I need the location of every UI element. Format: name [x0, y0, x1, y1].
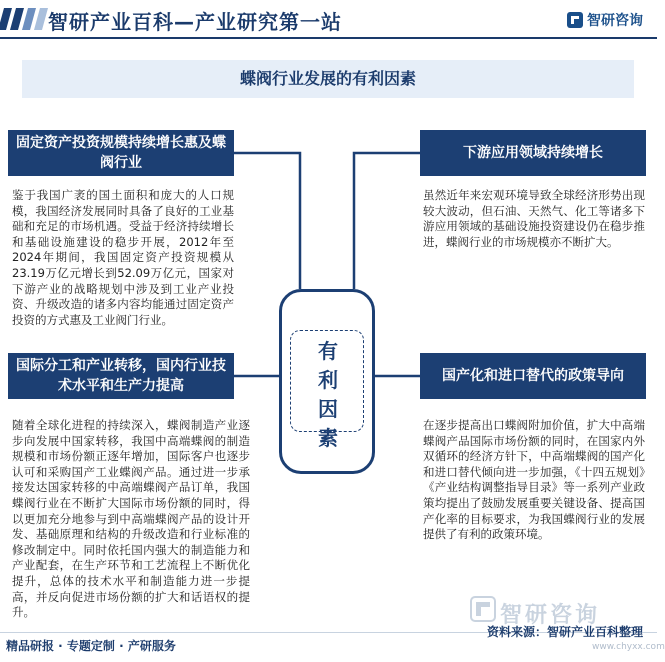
- factor-body-1: 鉴于我国广袤的国土面积和庞大的人口规模，我国经济发展同时具备了良好的工业基础和充足的市场机遇。受益于经济持续增长和基础设施建设的稳步开展，2012年至2024年期间，我国固定资产投资规模从23.19万亿元增长到52.09万亿元，国家对下游产业的战略规划中涉及到工业产业投资、升级改造的诸多内容均能通过固定资产投资的方式惠及工业阀门行业。: [12, 188, 234, 327]
- brand-name: 智研咨询: [587, 13, 643, 29]
- stripes-icon: [0, 8, 44, 30]
- page-title: 蝶阀行业发展的有利因素: [239, 69, 416, 88]
- header-divider: [0, 37, 657, 39]
- factor-heading-4: [420, 353, 646, 399]
- center-pill: [279, 289, 375, 474]
- factor-heading-2-text: 下游应用领域持续增长: [463, 145, 603, 161]
- brand[interactable]: [567, 10, 643, 30]
- factor-heading-1-text: 固定资产投资规模持续增长惠及蝶阀行业: [16, 135, 226, 171]
- top-bar: [0, 0, 657, 38]
- title-banner: [22, 60, 634, 98]
- center-char-3: 因: [318, 397, 338, 421]
- factor-heading-1: [8, 130, 234, 176]
- center-char-4: 素: [318, 426, 338, 450]
- center-label: [291, 337, 365, 453]
- center-char-2: 利: [318, 368, 338, 392]
- watermark-url: www.chyxx.com: [592, 642, 665, 652]
- footer-services: 精品研报 · 专题定制 · 产研服务: [6, 639, 176, 653]
- watermark-logo-icon: [470, 596, 496, 622]
- factor-heading-3-text: 国际分工和产业转移，国内行业技术水平和生产力提高: [16, 358, 226, 394]
- watermark-text: 智研咨询: [500, 603, 601, 628]
- factor-heading-2: [420, 130, 646, 176]
- site-title: 智研产业百科—产业研究第一站: [48, 10, 342, 34]
- factor-body-3: 随着全球化进程的持续深入，蝶阀制造产业逐步向发展中国家转移，我国中高端蝶阀的制造规模和市场份额正逐年增加，国际客户也逐步认可和采购国产工业蝶阀产品。通过进一步承接发达国家转移的中高端蝶阀产品订单，我国蝶阀行业在不断扩大国际市场份额的同时，得以更加充分地参与到中高端蝶阀产品的设计开发、基础原理和结构的升级改造和行业标准的修改制定中。同时依托国内强大的制造能力和产业配套，在生产环节和工艺流程上不断优化提升，总体的技术水平和制造能力进一步提高，并反向促进市场份额的扩大和话语权的提升。: [12, 418, 250, 620]
- factor-body-2: 虽然近年来宏观环境导致全球经济形势出现较大波动，但石油、天然气、化工等诸多下游应用领域的基础设施投资建设仍在稳步推进，蝶阀行业的市场规模亦不断扩大。: [423, 188, 645, 249]
- factor-body-4: 在逐步提高出口蝶阀附加价值，扩大中高端蝶阀产品国际市场份额的同时，在国家内外双循环的经济方针下，中高端蝶阀的国产化和进口替代倾向进一步加强，《十四五规划》《产业结构调整指导目录》等一系列产业政策均提出了鼓励发展重要关键设备、提高国产化率的目标要求，为我国蝶阀行业的发展提供了有利的政策环境。: [423, 418, 645, 542]
- brand-logo-icon: [567, 12, 583, 28]
- footer-source: 资料来源：智研产业百科整理: [486, 625, 643, 639]
- center-frame: [290, 330, 364, 450]
- factor-heading-4-text: 国产化和进口替代的政策导向: [442, 368, 624, 384]
- factor-heading-3: [8, 353, 234, 399]
- center-char-1: 有: [318, 339, 338, 363]
